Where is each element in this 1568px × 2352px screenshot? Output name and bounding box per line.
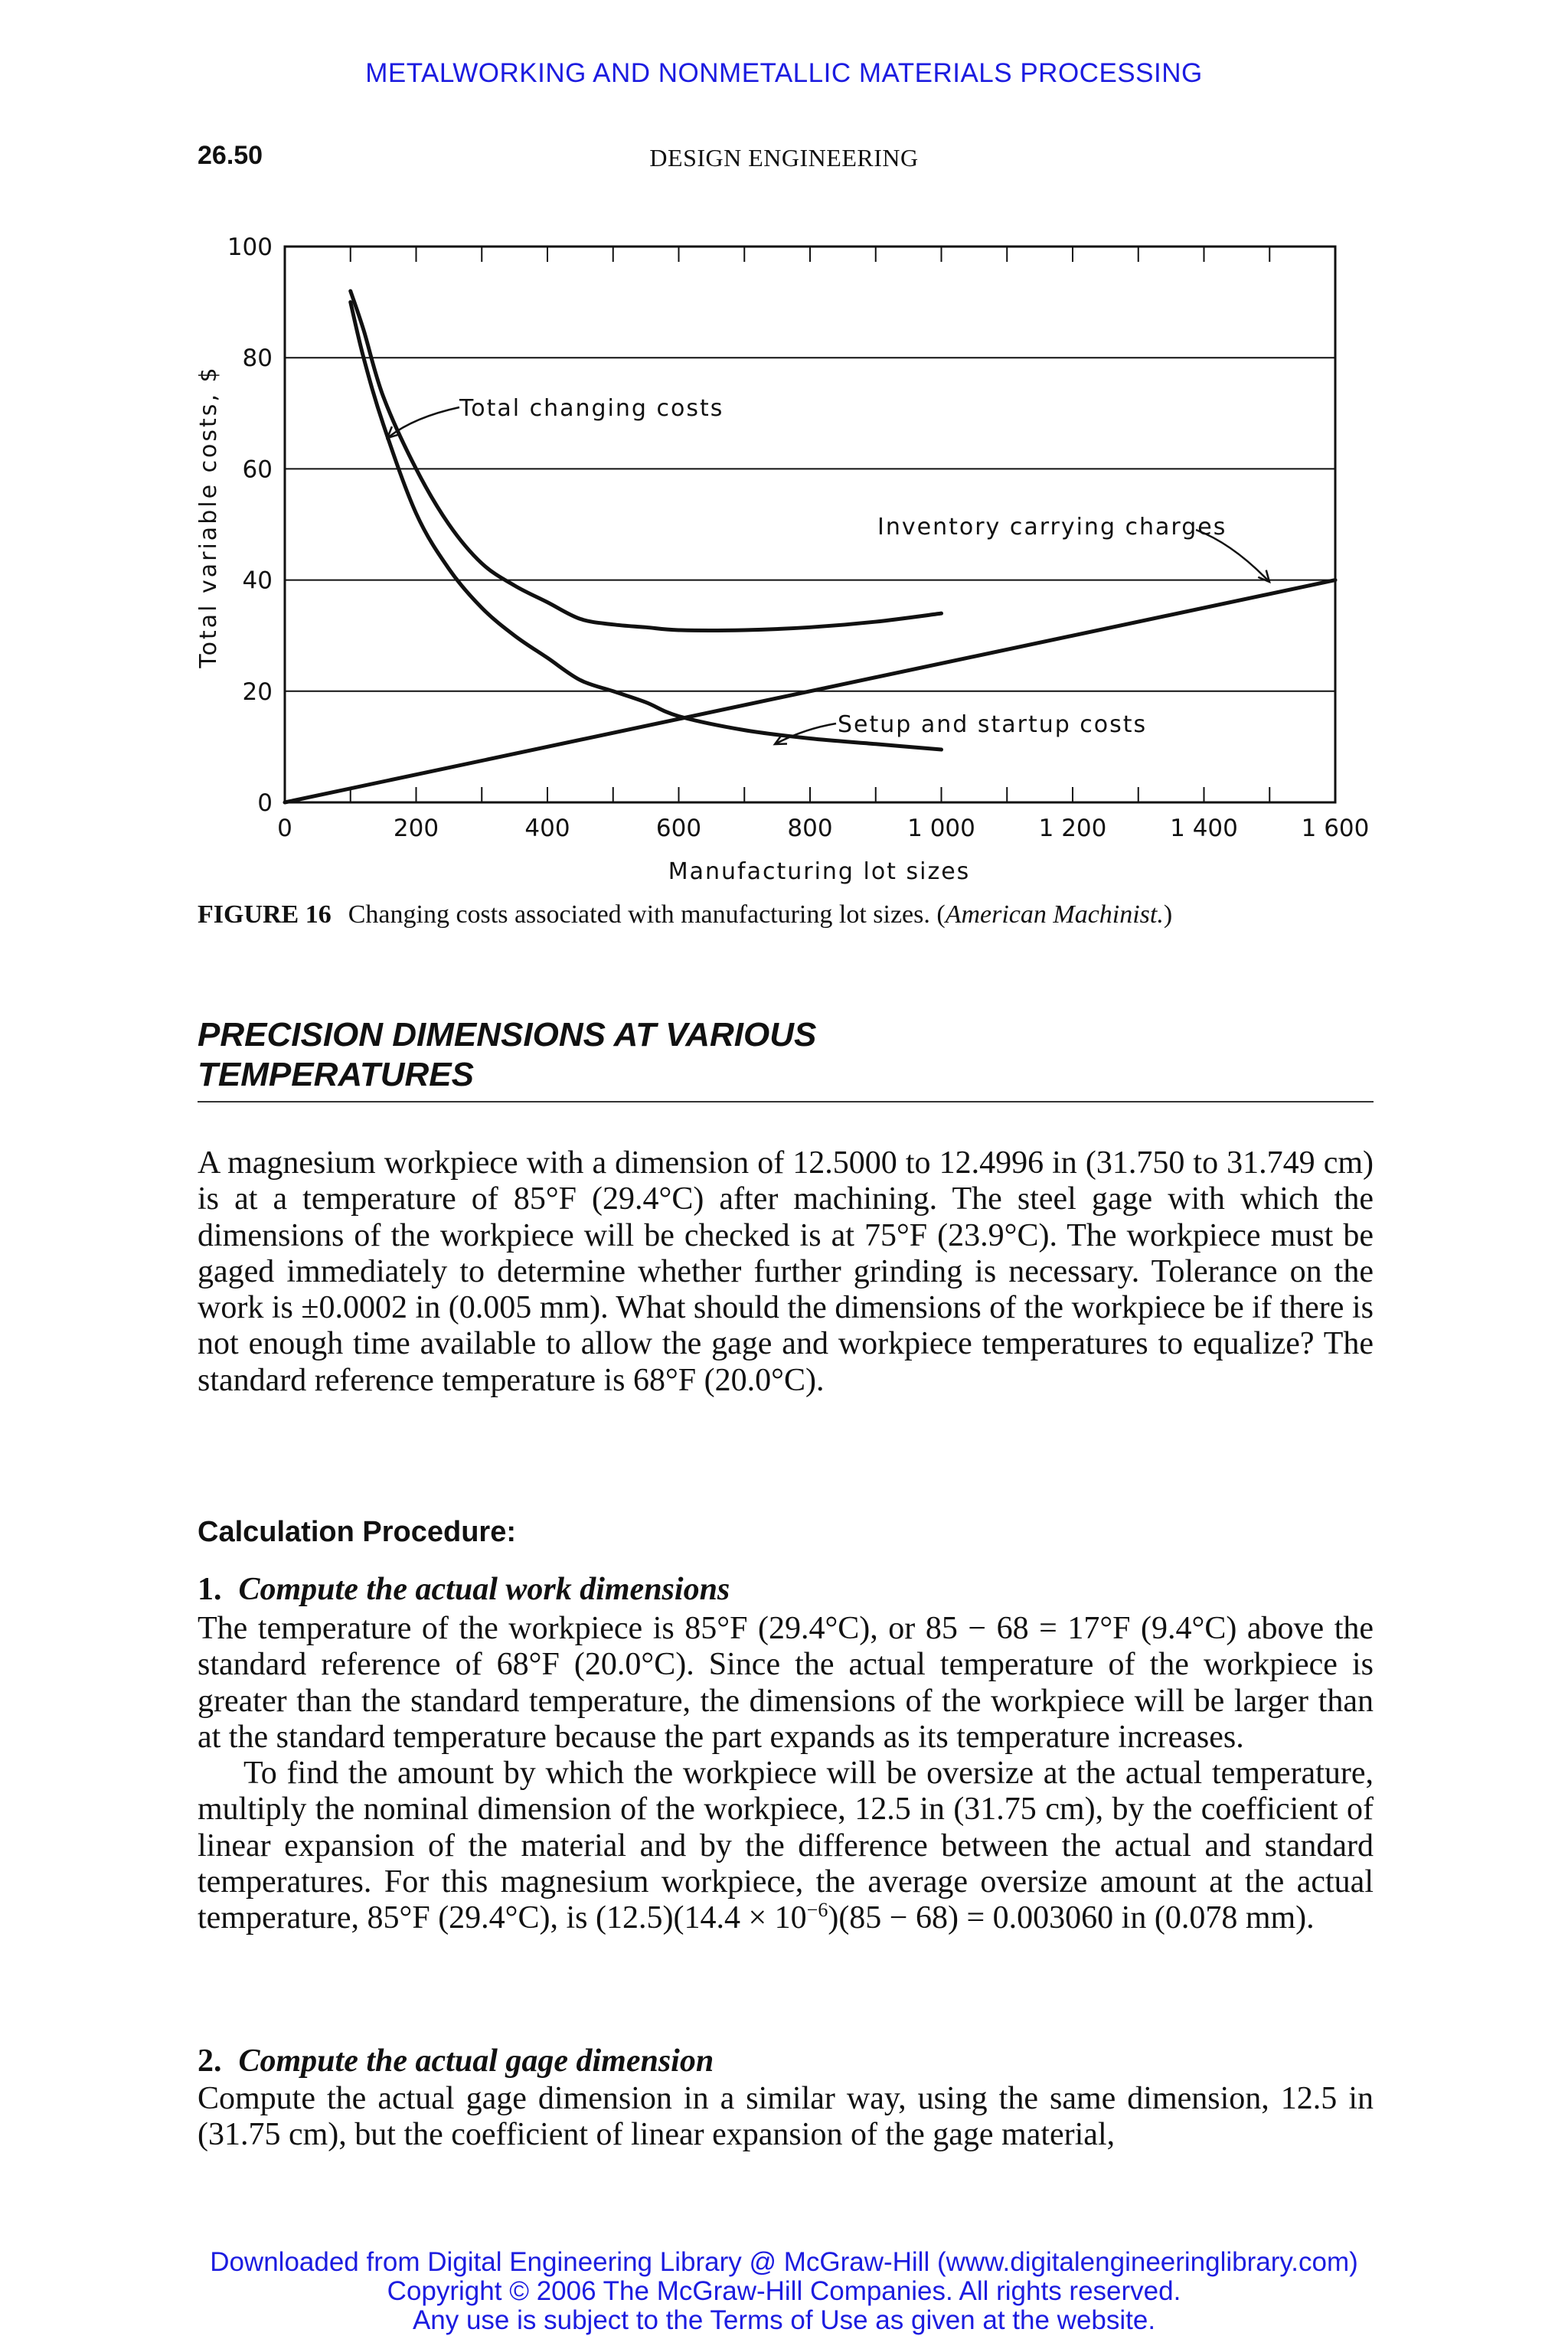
step1-title: Compute the actual work dimensions (238, 1572, 730, 1607)
y-tick-label: 20 (242, 678, 273, 706)
x-tick-label: 1 600 (1301, 815, 1370, 842)
page-number: 26.50 (198, 141, 263, 170)
step1-number: 1. (198, 1572, 222, 1607)
x-tick-label: 600 (655, 815, 702, 842)
y-axis-label: Total variable costs, $ (195, 365, 222, 668)
step2-heading (198, 2043, 714, 2079)
step1-para1: The temperature of the workpiece is 85°F (29.4°C), or 85 − 68 = 17°F (9.4°C) above the standard reference of 68°F (20.0°C). Since the actual temperature of the workpiece is greater than the standard temperature, the dimensions of the workpiece will be larger than at the standard temperature because the part expands as its temperature increases. (198, 1611, 1374, 1755)
problem-text: A magnesium workpiece with a dimension of 12.5000 to 12.4996 in (31.750 to 31.749 cm) is at a temperature of 85°F (29.4°C) after machining. The steel gage with which the dimensions of the workpiece will be checked is at 75°F (23.9°C). The workpiece must be gaged immediately to determine whether further grinding is necessary. Tolerance on the work is ±0.0002 in (0.005 mm). What should the dimensions of the workpiece be if there is not enough time available to allow the gage and workpiece temperatures to equalize? The standard reference temperature is 68°F (20.0°C). (198, 1145, 1374, 1398)
x-axis-label: Manufacturing lot sizes (668, 858, 971, 885)
footer-line1: Downloaded from Digital Engineering Library @ McGraw-Hill (www.digitalengineeringlibrary.com) (210, 2247, 1358, 2277)
caption-close: ) (1163, 900, 1173, 929)
step2-number: 2. (198, 2043, 222, 2079)
running-head: DESIGN ENGINEERING (649, 144, 919, 172)
section-title (198, 1015, 1377, 1095)
step1-para2 (198, 1756, 1374, 1936)
caption-text: Changing costs associated with manufacturing lot sizes. ( (348, 900, 946, 929)
footer-line3: Any use is subject to the Terms of Use as given at the website. (412, 2305, 1156, 2335)
x-tick-label: 1 400 (1170, 815, 1238, 842)
x-tick-label: 0 (277, 815, 292, 842)
annotation-total-changing-costs: Total changing costs (459, 395, 724, 422)
figure-label: FIGURE 16 (198, 900, 332, 929)
x-tick-label: 800 (787, 815, 833, 842)
footer-line2: Copyright © 2006 The McGraw-Hill Companies. All rights reserved. (387, 2276, 1181, 2306)
annotation-setup-startup-costs: Setup and startup costs (838, 711, 1148, 738)
step1-para2-a: To find the amount by which the workpiece will be oversize at the actual temperature, multiply the nominal dimension of the workpiece, 12.5 in (31.75 cm), by the coefficient of linear expansion of the material and by the difference between the actual and standard temperatures. For this magnesium workpiece, the average oversize amount at the actual temperature, 85°F (29.4°C), is (12.5)(14.4 × 10 (198, 1756, 1374, 1936)
x-tick-label: 1 200 (1038, 815, 1107, 842)
y-tick-label: 40 (242, 567, 273, 595)
calculation-heading: Calculation Procedure: (198, 1516, 516, 1548)
figure-caption (198, 900, 1377, 929)
section-title-line2: TEMPERATURES (198, 1056, 474, 1093)
step1-para2-sup: −6 (806, 1899, 828, 1922)
y-tick-label: 80 (242, 345, 273, 373)
header-banner: METALWORKING AND NONMETALLIC MATERIALS PROCESSING (365, 58, 1203, 88)
section-title-line1: PRECISION DIMENSIONS AT VARIOUS (198, 1016, 817, 1054)
x-tick-label: 400 (524, 815, 570, 842)
caption-source: American Machinist. (945, 900, 1164, 929)
section-rule (198, 1101, 1374, 1102)
step2-para1: Compute the actual gage dimension in a similar way, using the same dimension, 12.5 in (31.75 cm), but the coefficient of linear expansion of the gage material, (198, 2081, 1374, 2153)
x-tick-label: 200 (393, 815, 439, 842)
step2-title: Compute the actual gage dimension (238, 2043, 714, 2079)
y-tick-label: 60 (242, 456, 273, 484)
step1-body (198, 1611, 1374, 1937)
step1-heading (198, 1571, 730, 1608)
annotation-inventory-carrying-charges: Inventory carrying charges (877, 514, 1227, 541)
x-tick-label: 1 000 (907, 815, 975, 842)
y-tick-label: 100 (227, 234, 273, 261)
y-tick-label: 0 (257, 789, 273, 817)
step2-body (198, 2081, 1374, 2154)
step1-para2-b: )(85 − 68) = 0.003060 in (0.078 mm). (828, 1900, 1315, 1936)
problem-statement (198, 1145, 1374, 1399)
figure-chart (184, 230, 1378, 888)
